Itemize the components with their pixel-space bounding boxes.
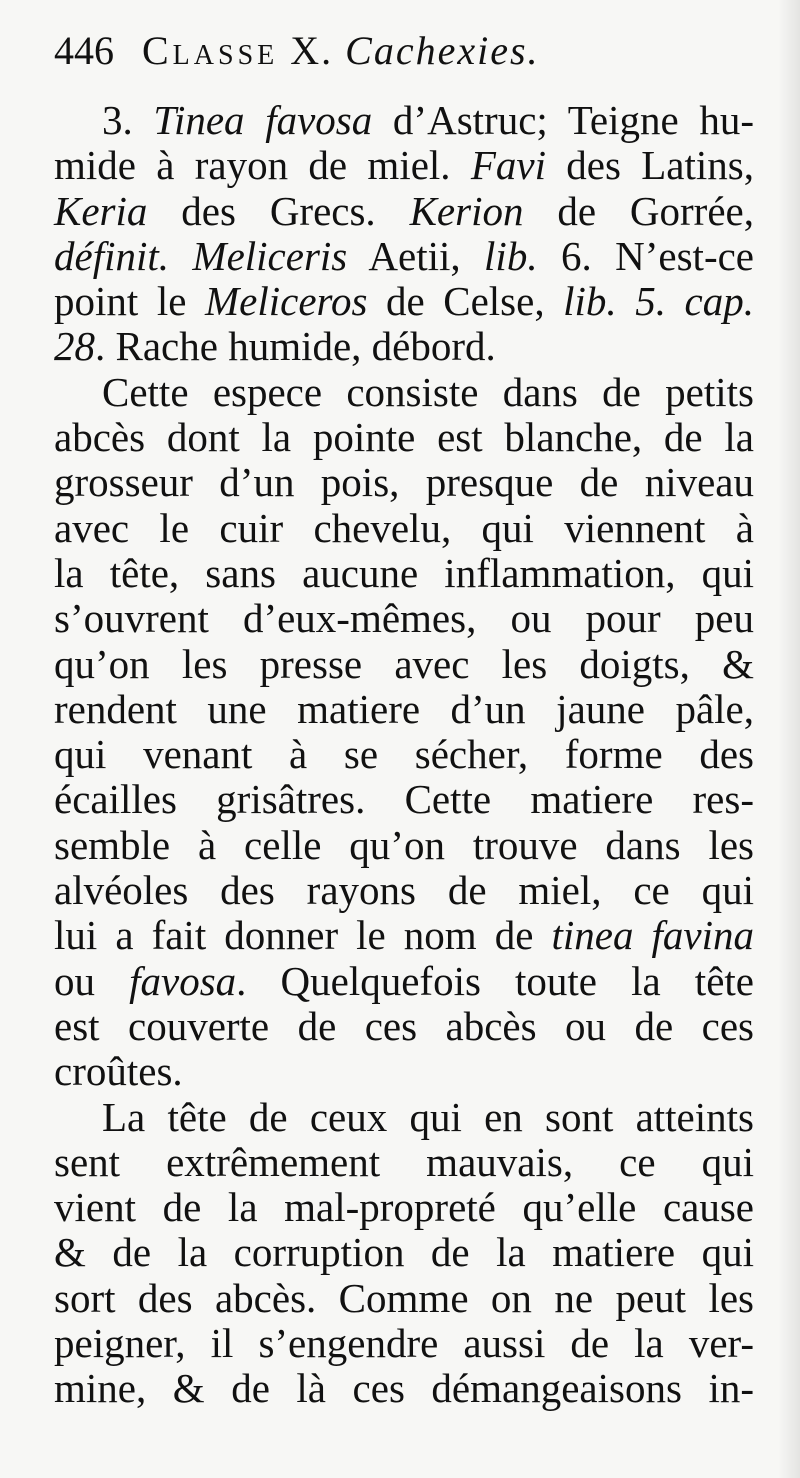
text-line: Cette espece consiste dans de petits bbox=[102, 368, 754, 415]
page-edge-shadow bbox=[778, 0, 800, 1478]
text-line: peigner, il s’engendre aussi de la ver- bbox=[54, 1320, 754, 1367]
text-line: 28. Rache humide, débord. bbox=[54, 323, 496, 370]
text-line: & de la corruption de la matiere qui bbox=[54, 1229, 754, 1276]
running-title-roman: X. bbox=[290, 28, 334, 73]
text-line: mine, & de là ces démangeaisons in- bbox=[54, 1365, 754, 1412]
text-line: ou favosa. Quelquefois toute la tête bbox=[54, 957, 754, 1004]
running-header bbox=[54, 28, 754, 98]
text-line: Keria des Grecs. Kerion de Gorrée, bbox=[54, 187, 754, 234]
text-line: est couverte de ces abcès ou de ces bbox=[54, 1002, 754, 1049]
text-line: sort des abcès. Comme on ne peut les bbox=[54, 1274, 754, 1321]
text-line: 3. Tinea favosa d’Astruc; Teigne hu- bbox=[102, 97, 754, 143]
text-line: rendent une matiere d’un jaune pâle, bbox=[54, 685, 754, 732]
running-title-class: Classe bbox=[142, 28, 279, 73]
text-line: la tête, sans aucune inflammation, qui bbox=[54, 549, 754, 596]
text-line: mide à rayon de miel. Favi des Latins, bbox=[54, 142, 754, 189]
text-line: qui venant à se sécher, forme des bbox=[54, 731, 754, 778]
text-line: sent extrêmement mauvais, ce qui bbox=[54, 1138, 754, 1185]
text-line: écailles grisâtres. Cette matiere res- bbox=[54, 776, 754, 823]
text-line: point le Meliceros de Celse, lib. 5. cap. bbox=[54, 278, 754, 325]
text-line: s’ouvrent d’eux-mêmes, ou pour peu bbox=[54, 595, 754, 642]
text-line: qu’on les presse avec les doigts, & bbox=[54, 640, 754, 687]
text-line: La tête de ceux qui en sont atteints bbox=[102, 1093, 754, 1140]
paragraph-1 bbox=[54, 98, 754, 370]
text-line: lui a fait donner le nom de tinea favina bbox=[54, 912, 754, 959]
text-line: avec le cuir chevelu, qui viennent à bbox=[54, 504, 754, 551]
page-text bbox=[54, 28, 754, 1412]
text-line: semble à celle qu’on trouve dans les bbox=[54, 821, 754, 868]
text-line: alvéoles des rayons de miel, ce qui bbox=[54, 867, 754, 914]
text-line: vient de la mal-propreté qu’elle cause bbox=[54, 1184, 754, 1231]
text-line: grosseur d’un pois, presque de niveau bbox=[54, 459, 754, 506]
text-line: définit. Meliceris Aetii, lib. 6. N’est-ce bbox=[54, 232, 754, 279]
paragraph-2 bbox=[54, 370, 754, 1095]
text-line: croûtes. bbox=[54, 1048, 183, 1095]
paragraph-3 bbox=[54, 1095, 754, 1412]
running-title-subject: Cachexies. bbox=[345, 28, 540, 73]
running-title bbox=[142, 28, 540, 73]
text-line: abcès dont la pointe est blanche, de la bbox=[54, 414, 754, 461]
page-number: 446 bbox=[54, 28, 114, 73]
